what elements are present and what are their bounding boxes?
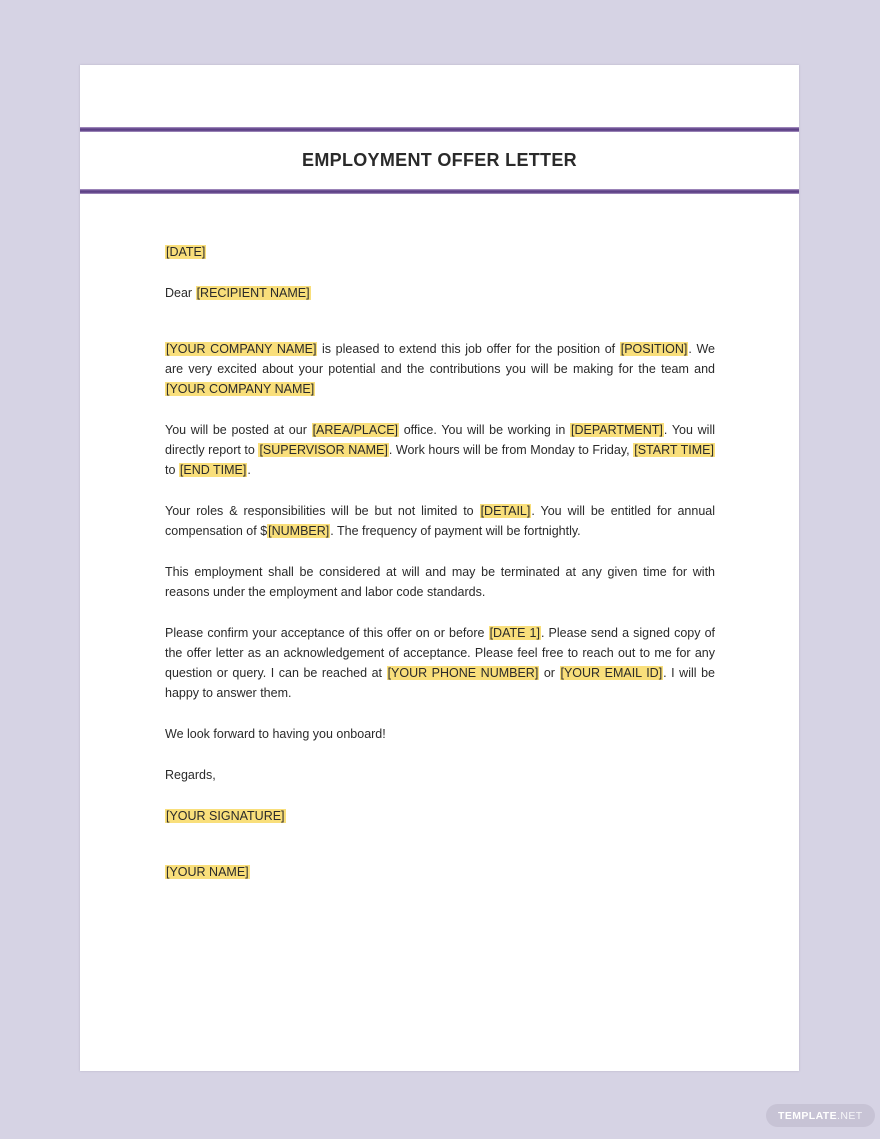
letter-text: is pleased to extend this job offer for the position of bbox=[317, 342, 620, 356]
letter-paragraph bbox=[165, 724, 715, 744]
placeholder-token: [YOUR PHONE NUMBER] bbox=[387, 666, 539, 680]
letter-text: This employment shall be considered at will and may be terminated at any given time for with reasons under the employment and labor code standards. bbox=[165, 565, 715, 599]
letter-text: . I will be happy to answer them. bbox=[165, 666, 715, 700]
letter-paragraph bbox=[165, 501, 715, 541]
letter-text: Dear bbox=[165, 286, 196, 300]
placeholder-token: [RECIPIENT NAME] bbox=[196, 286, 310, 300]
placeholder-token: [DETAIL] bbox=[480, 504, 531, 518]
letter-text: or bbox=[539, 666, 560, 680]
letter-text: to bbox=[165, 463, 179, 477]
placeholder-token: [DATE 1] bbox=[489, 626, 540, 640]
placeholder-token: [DEPARTMENT] bbox=[570, 423, 663, 437]
letter-text: . The frequency of payment will be fortnightly. bbox=[330, 524, 581, 538]
letter-paragraph bbox=[165, 283, 715, 303]
placeholder-token: [YOUR EMAIL ID] bbox=[560, 666, 663, 680]
brand-name: TEMPLATE bbox=[778, 1109, 838, 1122]
letter-paragraph bbox=[165, 339, 715, 399]
letter-paragraph bbox=[165, 806, 715, 826]
placeholder-token: [START TIME] bbox=[634, 443, 714, 457]
header-rule-top bbox=[80, 127, 799, 132]
placeholder-token: [NUMBER] bbox=[268, 524, 330, 538]
letter-text: . Please send a signed copy of the offer letter as an acknowledgement of acceptance. Please feel free to reach out to me for any question or query. I can be reached at bbox=[165, 626, 715, 680]
letter-text: Regards, bbox=[165, 768, 216, 782]
letter-text: We look forward to having you onboard! bbox=[165, 727, 386, 741]
letter-paragraph bbox=[165, 562, 715, 602]
templatenet-badge bbox=[766, 1104, 875, 1127]
letter-text: . bbox=[247, 463, 251, 477]
letter-paragraph bbox=[165, 242, 715, 262]
placeholder-token: [YOUR COMPANY NAME] bbox=[166, 382, 315, 396]
letter-text: . You will be entitled for annual compensation of $ bbox=[165, 504, 715, 538]
placeholder-token: [YOUR COMPANY NAME] bbox=[166, 342, 317, 356]
placeholder-token: [AREA/PLACE] bbox=[312, 423, 399, 437]
header-rule-bottom bbox=[80, 189, 799, 194]
letter-text: You will be posted at our bbox=[165, 423, 312, 437]
letter-text: . You will directly report to bbox=[165, 423, 716, 457]
letter-text: . We are very excited about your potential and the contributions you will be making for the team and bbox=[165, 342, 715, 376]
letter-text: Please confirm your acceptance of this offer on or before bbox=[165, 626, 489, 640]
letter-text: . Work hours will be from Monday to Friday, bbox=[388, 443, 634, 457]
document-page bbox=[80, 65, 799, 1071]
letter-paragraph bbox=[165, 862, 715, 882]
placeholder-token: [END TIME] bbox=[179, 463, 247, 477]
letter-paragraph bbox=[165, 765, 715, 785]
placeholder-token: [YOUR NAME] bbox=[166, 865, 249, 879]
placeholder-token: [YOUR SIGNATURE] bbox=[166, 809, 285, 823]
placeholder-token: [SUPERVISOR NAME] bbox=[259, 443, 388, 457]
brand-suffix: .NET bbox=[837, 1109, 863, 1122]
letter-paragraph bbox=[165, 420, 715, 480]
letter-text: office. You will be working in bbox=[399, 423, 570, 437]
placeholder-token: [DATE] bbox=[166, 245, 206, 259]
letter-body bbox=[165, 242, 715, 903]
placeholder-token: [POSITION] bbox=[620, 342, 688, 356]
document-title: EMPLOYMENT OFFER LETTER bbox=[302, 150, 577, 170]
letter-text: Your roles & responsibilities will be but not limited to bbox=[165, 504, 480, 518]
letter-paragraph bbox=[165, 623, 715, 703]
